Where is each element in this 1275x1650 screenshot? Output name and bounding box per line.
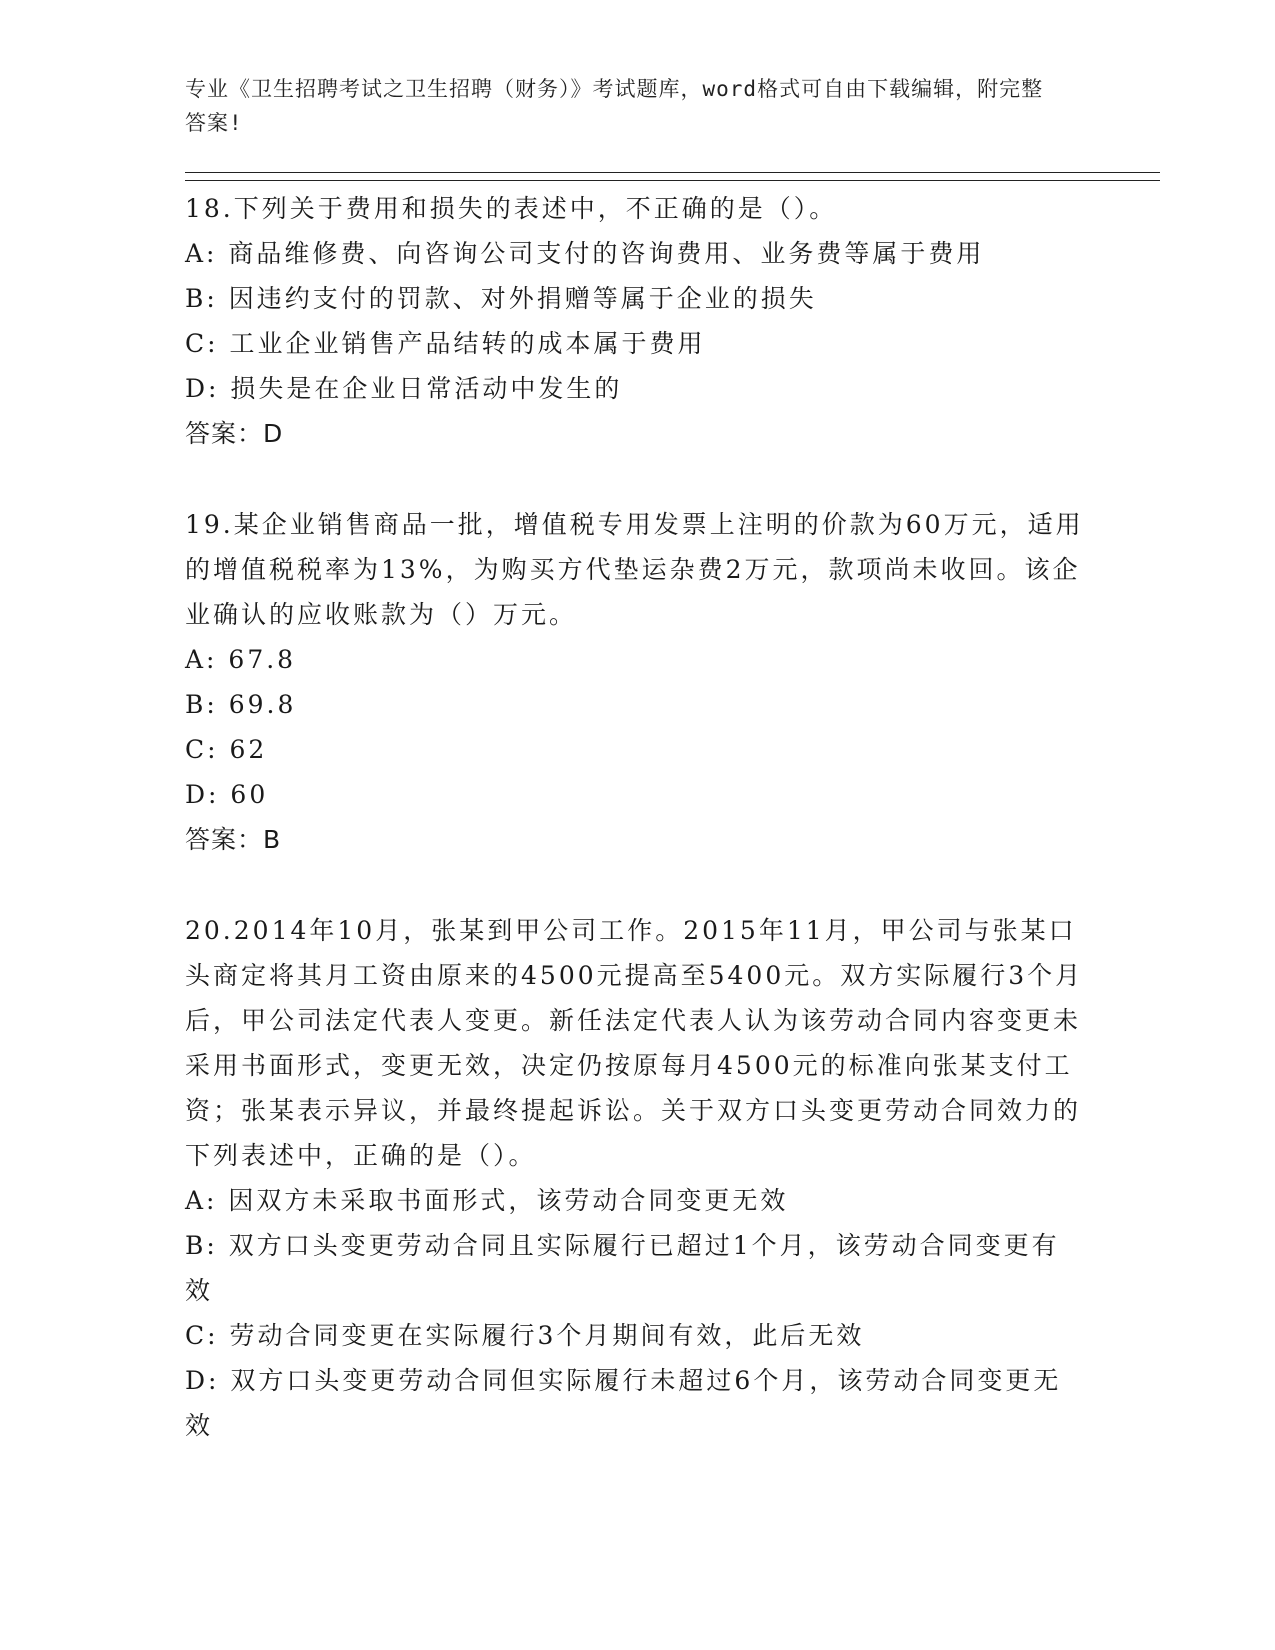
header-rule-bottom <box>185 180 1160 181</box>
question-stem: 20.2014年10月，张某到甲公司工作。2015年11月，甲公司与张某口头商定将其月工资由原来的4500元提高至5400元。双方实际履行3个月后，甲公司法定代表人变更。新任法定代表人认为该劳动合同内容变更未采用书面形式，变更无效，决定仍按原每月4500元的标准向张某支付工资；张某表示异议，并最终提起诉讼。关于双方口头变更劳动合同效力的下列表述中，正确的是（）。 <box>185 916 1084 1170</box>
answer-label: 答案： <box>185 419 264 448</box>
option-c: C: 62 <box>185 735 268 764</box>
header-rule-top <box>185 172 1160 173</box>
option-a: A: 67.8 <box>185 645 297 674</box>
question-stem: 19.某企业销售商品一批，增值税专用发票上注明的价款为60万元，适用的增值税税率为13%，为购买方代垫运杂费2万元，款项尚未收回。该企业确认的应收账款为（）万元。 <box>185 510 1084 629</box>
option-a: A: 商品维修费、向咨询公司支付的咨询费用、业务费等属于费用 <box>185 239 985 268</box>
option-b: B: 双方口头变更劳动合同且实际履行已超过1个月，该劳动合同变更有效 <box>185 1231 1060 1305</box>
question-19 <box>185 502 1085 862</box>
question-20 <box>185 908 1085 1448</box>
question-stem: 18.下列关于费用和损失的表述中，不正确的是（）。 <box>185 194 838 223</box>
header-note: 专业《卫生招聘考试之卫生招聘（财务）》考试题库，word格式可自由下载编辑，附完整答案! <box>185 77 1044 135</box>
question-list <box>185 186 1085 1448</box>
option-d: D: 双方口头变更劳动合同但实际履行未超过6个月，该劳动合同变更无效 <box>185 1366 1062 1440</box>
question-18 <box>185 186 1085 456</box>
option-c: C: 工业企业销售产品结转的成本属于费用 <box>185 329 706 358</box>
answer-label: 答案： <box>185 825 264 854</box>
option-b: B: 因违约支付的罚款、对外捐赠等属于企业的损失 <box>185 284 817 313</box>
option-a: A: 因双方未采取书面形式，该劳动合同变更无效 <box>185 1186 789 1215</box>
answer-value: B <box>263 825 282 854</box>
option-b: B: 69.8 <box>185 690 297 719</box>
option-d: D: 60 <box>185 780 269 809</box>
option-d: D: 损失是在企业日常活动中发生的 <box>185 374 623 403</box>
answer-value: D <box>263 419 284 448</box>
option-c: C: 劳动合同变更在实际履行3个月期间有效，此后无效 <box>185 1321 865 1350</box>
answer-line <box>185 411 1085 456</box>
answer-line <box>185 817 1085 862</box>
